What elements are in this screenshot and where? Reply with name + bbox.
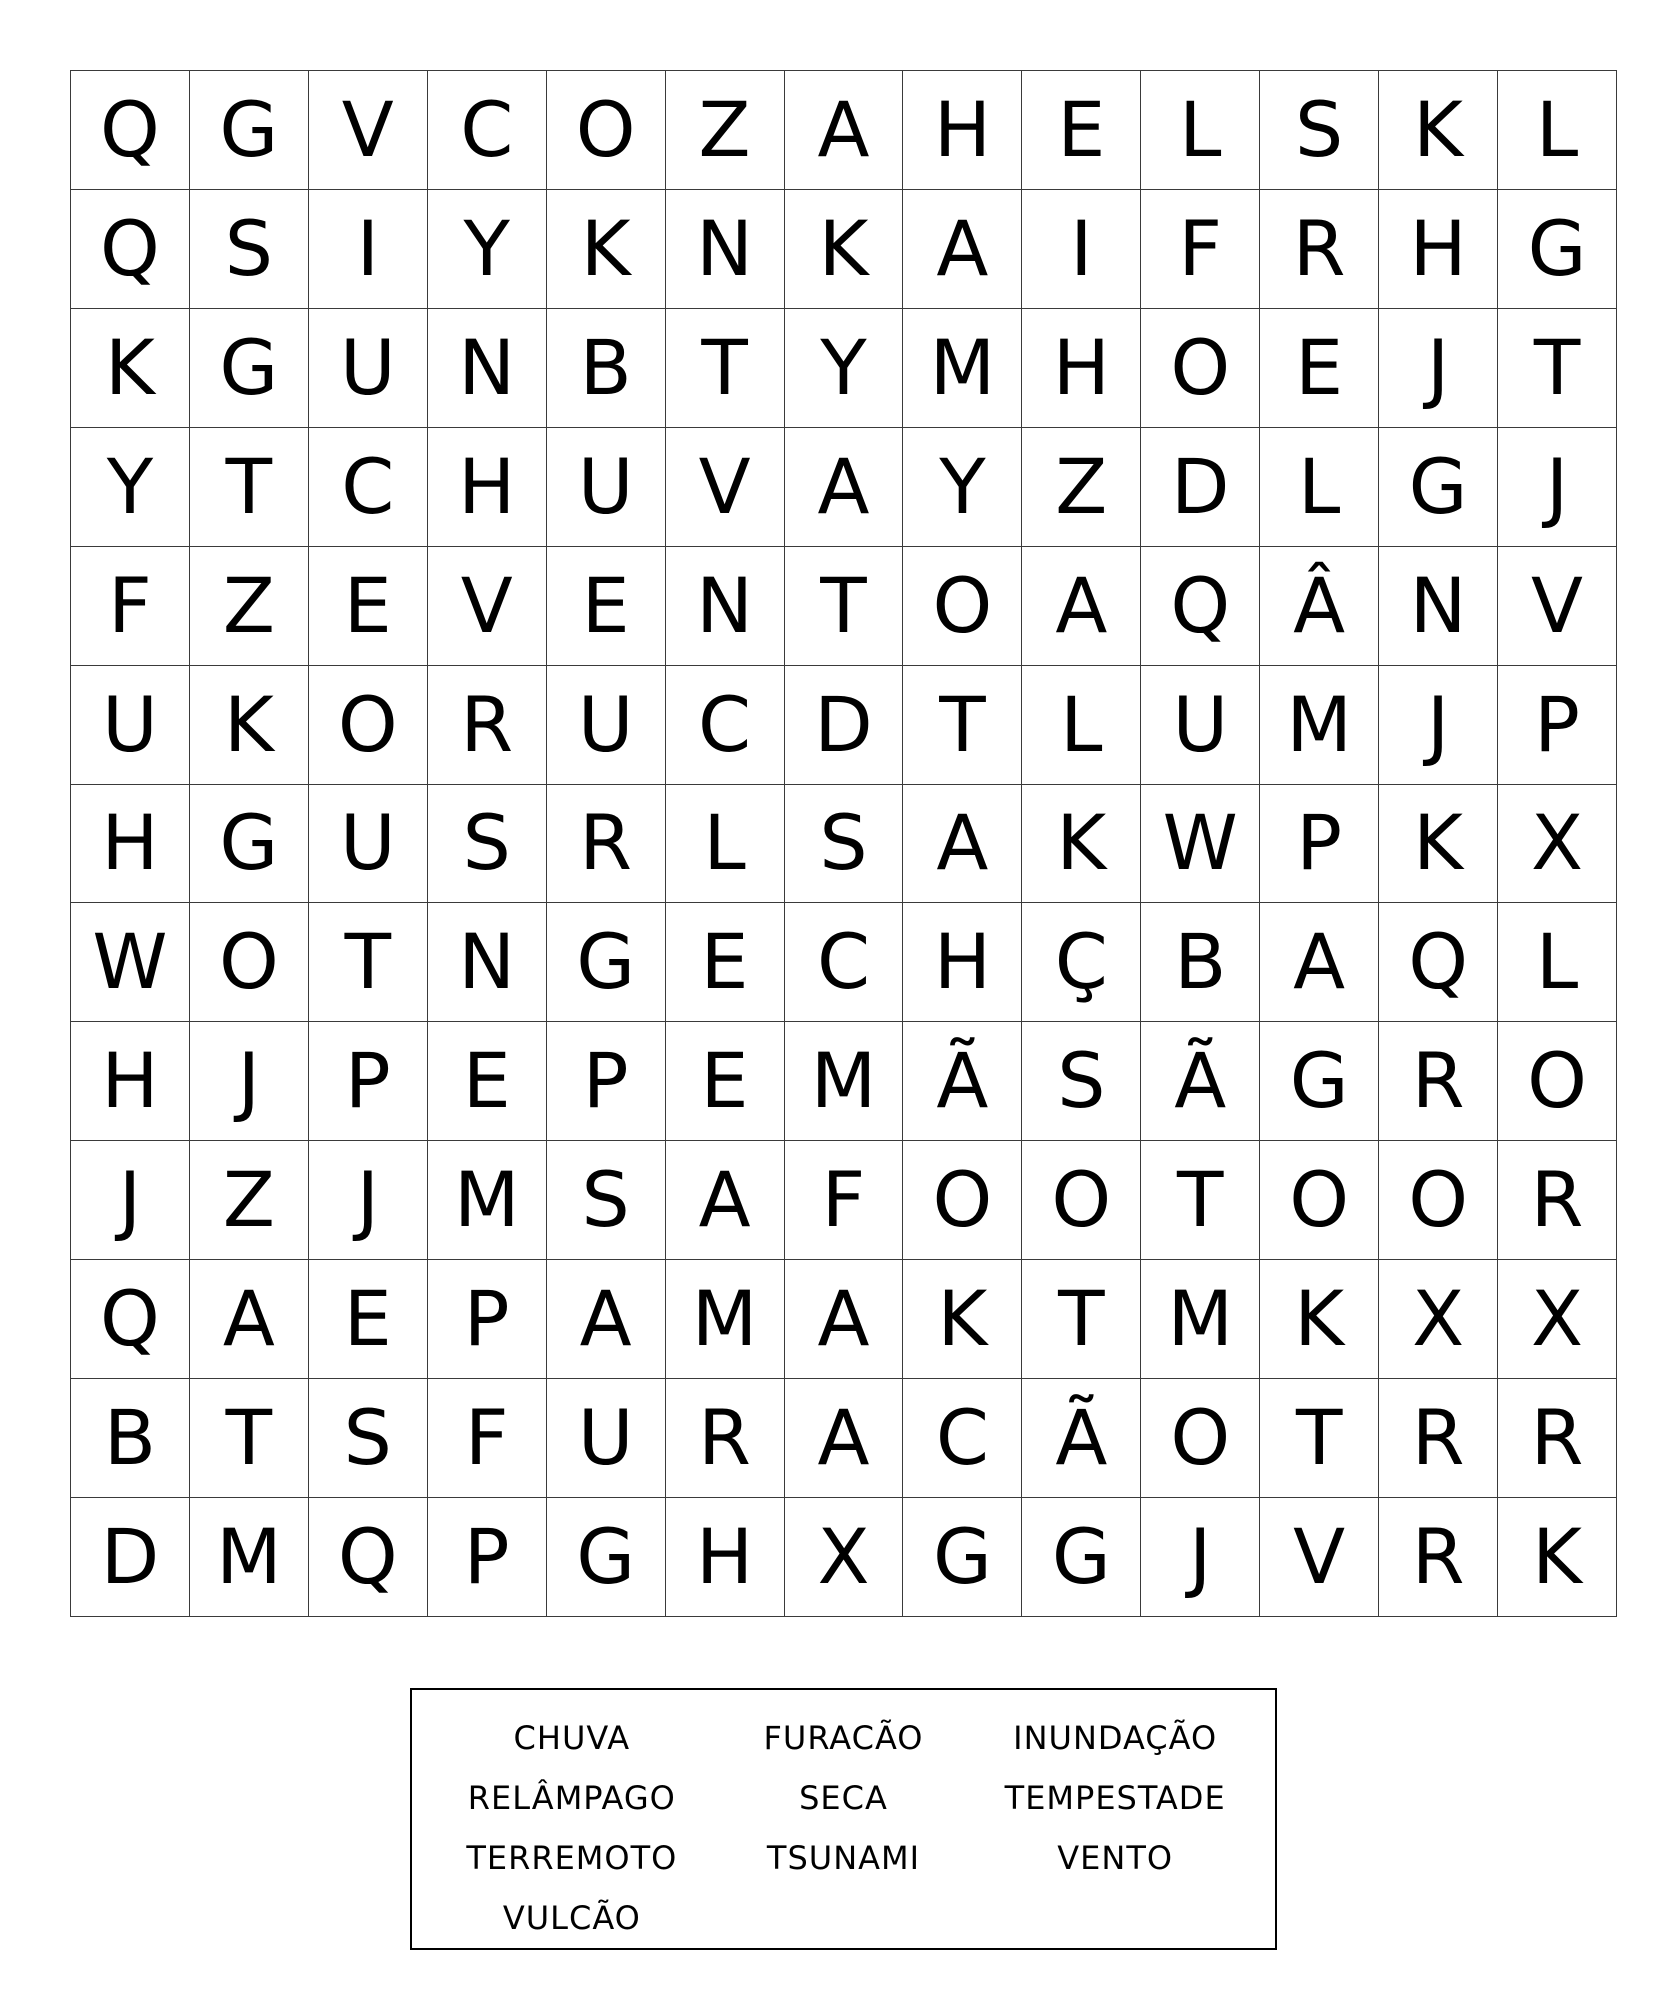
grid-cell[interactable]: U [547, 428, 666, 547]
grid-cell[interactable]: A [547, 1260, 666, 1379]
grid-cell[interactable]: M [190, 1498, 309, 1617]
grid-cell[interactable]: U [547, 1379, 666, 1498]
grid-cell[interactable]: R [666, 1379, 785, 1498]
grid-cell[interactable]: H [903, 71, 1022, 190]
grid-cell[interactable]: R [1498, 1141, 1617, 1260]
grid-cell[interactable]: M [1260, 666, 1379, 785]
grid-cell[interactable]: U [71, 666, 190, 785]
grid-cell[interactable]: H [428, 428, 547, 547]
grid-cell[interactable]: V [428, 547, 547, 666]
grid-cell[interactable]: A [785, 1260, 904, 1379]
grid-cell[interactable]: W [71, 903, 190, 1022]
grid-cell[interactable]: J [71, 1141, 190, 1260]
grid-cell[interactable]: E [547, 547, 666, 666]
grid-cell[interactable]: K [1022, 785, 1141, 904]
grid-cell[interactable]: C [666, 666, 785, 785]
grid-cell[interactable]: J [190, 1022, 309, 1141]
grid-cell[interactable]: D [1141, 428, 1260, 547]
grid-cell[interactable]: H [903, 903, 1022, 1022]
grid-cell[interactable]: R [1379, 1022, 1498, 1141]
grid-cell[interactable]: S [1260, 71, 1379, 190]
grid-cell[interactable]: Y [428, 190, 547, 309]
grid-cell[interactable]: T [309, 903, 428, 1022]
grid-cell[interactable]: J [1141, 1498, 1260, 1617]
grid-cell[interactable]: U [309, 785, 428, 904]
grid-cell[interactable]: S [785, 785, 904, 904]
grid-cell[interactable]: T [903, 666, 1022, 785]
grid-cell[interactable]: K [1379, 785, 1498, 904]
grid-cell[interactable]: N [1379, 547, 1498, 666]
grid-cell[interactable]: E [1260, 309, 1379, 428]
grid-cell[interactable]: L [1141, 71, 1260, 190]
word-bank-item: SECA [799, 1779, 888, 1817]
grid-cell[interactable]: Q [309, 1498, 428, 1617]
grid-cell[interactable]: J [1379, 309, 1498, 428]
grid-cell[interactable]: S [190, 190, 309, 309]
grid-cell[interactable]: Â [1260, 547, 1379, 666]
grid-cell[interactable]: G [547, 1498, 666, 1617]
grid-cell[interactable]: K [785, 190, 904, 309]
grid-cell[interactable]: H [1379, 190, 1498, 309]
grid-cell[interactable]: J [1498, 428, 1617, 547]
grid-cell[interactable]: A [1260, 903, 1379, 1022]
grid-cell[interactable]: P [428, 1260, 547, 1379]
word-bank-item: VENTO [1057, 1839, 1174, 1877]
grid-cell[interactable]: U [547, 666, 666, 785]
grid-cell[interactable]: F [785, 1141, 904, 1260]
grid-cell[interactable]: F [428, 1379, 547, 1498]
grid-cell[interactable]: S [1022, 1022, 1141, 1141]
grid-cell[interactable]: H [71, 1022, 190, 1141]
grid-cell[interactable]: G [903, 1498, 1022, 1617]
grid-cell[interactable]: S [428, 785, 547, 904]
grid-cell[interactable]: Ã [903, 1022, 1022, 1141]
grid-cell[interactable]: O [309, 666, 428, 785]
word-bank-item: TSUNAMI [766, 1839, 921, 1877]
grid-cell[interactable]: E [309, 1260, 428, 1379]
grid-cell[interactable]: K [903, 1260, 1022, 1379]
grid-cell[interactable]: O [1141, 309, 1260, 428]
grid-cell[interactable]: I [309, 190, 428, 309]
grid-cell[interactable]: O [1022, 1141, 1141, 1260]
grid-cell[interactable]: Z [666, 71, 785, 190]
grid-cell[interactable]: E [309, 547, 428, 666]
grid-cell[interactable]: V [1498, 547, 1617, 666]
grid-cell[interactable]: V [666, 428, 785, 547]
grid-cell[interactable]: X [785, 1498, 904, 1617]
grid-cell[interactable]: A [785, 1379, 904, 1498]
grid-cell[interactable]: B [1141, 903, 1260, 1022]
word-bank-item: VULCÃO [502, 1899, 641, 1937]
grid-cell[interactable]: O [1379, 1141, 1498, 1260]
grid-cell[interactable]: A [785, 71, 904, 190]
grid-cell[interactable]: L [1022, 666, 1141, 785]
grid-cell[interactable]: P [309, 1022, 428, 1141]
grid-cell[interactable]: P [547, 1022, 666, 1141]
grid-cell[interactable]: Q [1379, 903, 1498, 1022]
grid-cell[interactable]: X [1498, 1260, 1617, 1379]
grid-cell[interactable]: A [903, 785, 1022, 904]
grid-cell[interactable]: J [1379, 666, 1498, 785]
grid-cell[interactable]: A [903, 190, 1022, 309]
grid-cell[interactable]: V [1260, 1498, 1379, 1617]
grid-cell[interactable]: Z [190, 547, 309, 666]
grid-cell[interactable]: M [903, 309, 1022, 428]
grid-cell[interactable]: L [666, 785, 785, 904]
grid-cell[interactable]: X [1498, 785, 1617, 904]
grid-cell[interactable]: Q [71, 190, 190, 309]
grid-cell[interactable]: Y [71, 428, 190, 547]
grid-cell[interactable]: G [1260, 1022, 1379, 1141]
grid-cell[interactable]: N [428, 309, 547, 428]
grid-cell[interactable]: D [71, 1498, 190, 1617]
grid-cell[interactable]: N [666, 547, 785, 666]
grid-cell[interactable]: C [785, 903, 904, 1022]
grid-cell[interactable]: Ã [1022, 1379, 1141, 1498]
grid-cell[interactable]: U [309, 309, 428, 428]
grid-cell[interactable]: M [666, 1260, 785, 1379]
grid-cell[interactable]: K [71, 309, 190, 428]
grid-cell[interactable]: G [190, 71, 309, 190]
grid-cell[interactable]: N [428, 903, 547, 1022]
grid-cell[interactable]: T [1260, 1379, 1379, 1498]
grid-cell[interactable]: A [190, 1260, 309, 1379]
grid-cell[interactable]: R [1498, 1379, 1617, 1498]
grid-cell[interactable]: F [1141, 190, 1260, 309]
grid-cell[interactable]: Z [190, 1141, 309, 1260]
grid-cell[interactable]: G [1022, 1498, 1141, 1617]
grid-cell[interactable]: Ç [1022, 903, 1141, 1022]
grid-cell[interactable]: Ã [1141, 1022, 1260, 1141]
grid-cell[interactable]: G [547, 903, 666, 1022]
grid-cell[interactable]: M [785, 1022, 904, 1141]
grid-cell[interactable]: G [190, 309, 309, 428]
grid-cell[interactable]: Z [1022, 428, 1141, 547]
word-bank-item: INUNDAÇÃO [1013, 1719, 1218, 1757]
grid-cell[interactable]: J [309, 1141, 428, 1260]
grid-cell[interactable]: Y [785, 309, 904, 428]
grid-cell[interactable]: T [190, 428, 309, 547]
grid-cell[interactable]: R [547, 785, 666, 904]
grid-cell[interactable]: Q [71, 71, 190, 190]
word-bank-item: RELÂMPAGO [467, 1779, 676, 1817]
grid-cell[interactable]: B [71, 1379, 190, 1498]
grid-cell[interactable]: R [1260, 190, 1379, 309]
grid-cell[interactable]: S [547, 1141, 666, 1260]
grid-cell[interactable]: A [666, 1141, 785, 1260]
grid-cell[interactable]: O [903, 547, 1022, 666]
grid-cell[interactable]: O [1498, 1022, 1617, 1141]
grid-cell[interactable]: E [666, 1022, 785, 1141]
grid-cell[interactable]: T [785, 547, 904, 666]
word-bank-item: TERREMOTO [466, 1839, 678, 1877]
grid-cell[interactable]: O [1260, 1141, 1379, 1260]
grid-cell[interactable]: W [1141, 785, 1260, 904]
grid-cell[interactable]: E [1022, 71, 1141, 190]
grid-cell[interactable]: K [1379, 71, 1498, 190]
grid-cell[interactable]: G [1379, 428, 1498, 547]
grid-cell[interactable]: B [547, 309, 666, 428]
word-bank-item: FURACÃO [763, 1719, 924, 1757]
grid-cell[interactable]: G [1498, 190, 1617, 309]
grid-cell[interactable]: T [1022, 1260, 1141, 1379]
grid-cell[interactable]: H [71, 785, 190, 904]
grid-cell[interactable]: T [190, 1379, 309, 1498]
grid-cell[interactable]: X [1379, 1260, 1498, 1379]
word-bank-item: TEMPESTADE [1004, 1779, 1226, 1817]
grid-cell[interactable]: T [666, 309, 785, 428]
grid-cell[interactable]: O [1141, 1379, 1260, 1498]
grid-cell[interactable]: L [1498, 71, 1617, 190]
grid-cell[interactable]: M [428, 1141, 547, 1260]
grid-cell[interactable]: V [309, 71, 428, 190]
grid-cell[interactable]: D [785, 666, 904, 785]
grid-cell[interactable]: R [428, 666, 547, 785]
grid-cell[interactable]: R [1379, 1498, 1498, 1617]
grid-cell[interactable]: L [1260, 428, 1379, 547]
grid-cell[interactable]: K [1260, 1260, 1379, 1379]
grid-cell[interactable]: T [1498, 309, 1617, 428]
grid-cell[interactable]: C [903, 1379, 1022, 1498]
grid-cell[interactable]: Q [71, 1260, 190, 1379]
word-bank [410, 1688, 1277, 1950]
grid-cell[interactable]: L [1498, 903, 1617, 1022]
grid-cell[interactable]: O [547, 71, 666, 190]
grid-cell[interactable]: H [666, 1498, 785, 1617]
grid-cell[interactable]: P [1260, 785, 1379, 904]
grid-cell[interactable]: M [1141, 1260, 1260, 1379]
grid-cell[interactable]: K [547, 190, 666, 309]
grid-cell[interactable]: T [1141, 1141, 1260, 1260]
grid-cell[interactable]: C [309, 428, 428, 547]
grid-cell[interactable]: O [190, 903, 309, 1022]
grid-cell[interactable]: E [666, 903, 785, 1022]
grid-cell[interactable]: Y [903, 428, 1022, 547]
grid-cell[interactable]: N [666, 190, 785, 309]
grid-cell[interactable]: R [1379, 1379, 1498, 1498]
grid-cell[interactable]: K [190, 666, 309, 785]
grid-cell[interactable]: I [1022, 190, 1141, 309]
grid-cell[interactable]: S [309, 1379, 428, 1498]
grid-cell[interactable]: E [428, 1022, 547, 1141]
letter-grid [70, 70, 1617, 1617]
grid-cell[interactable]: H [1022, 309, 1141, 428]
grid-cell[interactable]: F [71, 547, 190, 666]
grid-cell[interactable]: A [785, 428, 904, 547]
grid-cell[interactable]: K [1498, 1498, 1617, 1617]
word-bank-item: CHUVA [513, 1719, 631, 1757]
grid-cell[interactable]: O [903, 1141, 1022, 1260]
grid-cell[interactable]: A [1022, 547, 1141, 666]
grid-cell[interactable]: Q [1141, 547, 1260, 666]
grid-cell[interactable]: P [428, 1498, 547, 1617]
grid-cell[interactable]: C [428, 71, 547, 190]
grid-cell[interactable]: U [1141, 666, 1260, 785]
grid-cell[interactable]: G [190, 785, 309, 904]
grid-cell[interactable]: P [1498, 666, 1617, 785]
